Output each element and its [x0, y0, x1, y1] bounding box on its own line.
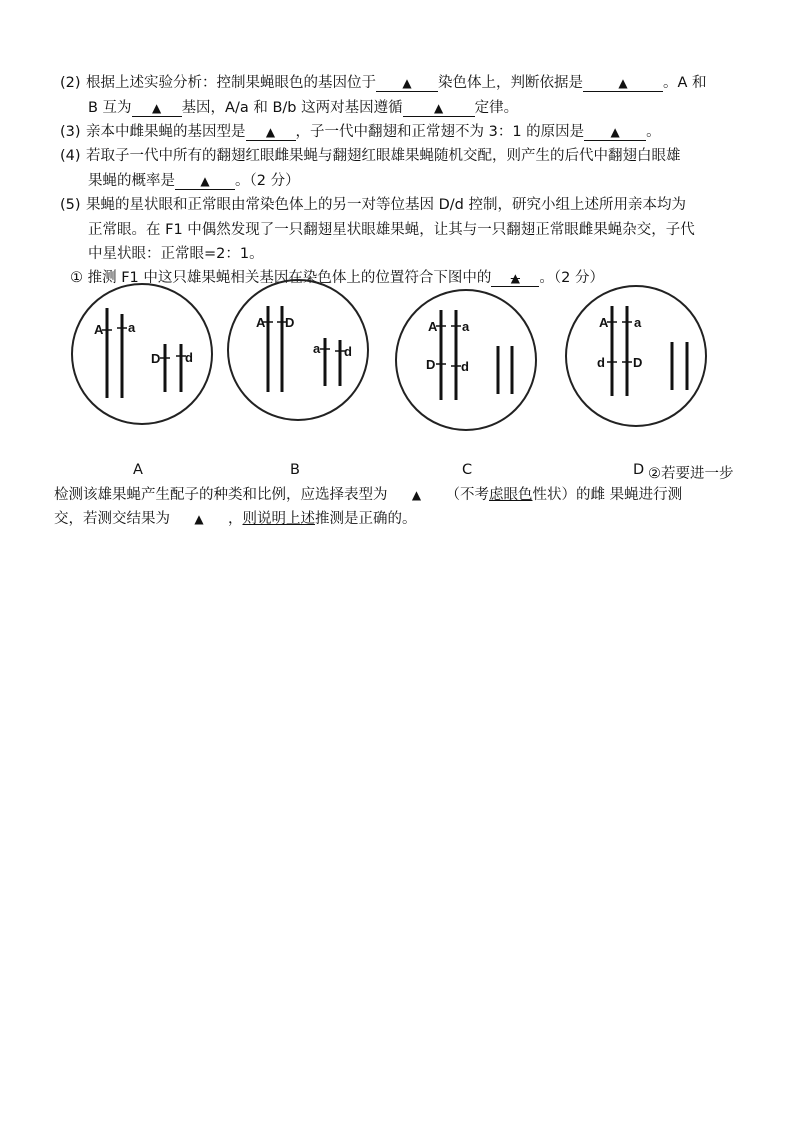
- q5-sub2-line2: [54, 508, 417, 530]
- q2-blank-2[interactable]: ▲: [583, 75, 663, 92]
- option-label-a: A: [133, 462, 143, 478]
- q5-sub2-text-8: 推测是正确的。: [315, 511, 417, 527]
- q4-text-1: 若取子一代中所有的翻翅红眼雌果蝇与翻翅红眼雄果蝇随机交配，则产生的后代中翻翅白眼雄: [86, 148, 681, 164]
- q5-sub1-points: 。（2 分）: [539, 270, 604, 286]
- q3-number: (3): [60, 124, 81, 140]
- q2-blank-1[interactable]: ▲: [376, 75, 438, 92]
- gene-label-a: a: [128, 320, 136, 335]
- gene-label-A: A: [599, 315, 609, 330]
- q2-text-4: B 互为: [88, 100, 132, 116]
- gene-label-A: A: [94, 322, 104, 337]
- q5-sub2-text-6: ，: [228, 511, 243, 527]
- gene-label-d: d: [344, 344, 352, 359]
- gene-label-a: a: [634, 315, 642, 330]
- q3-text-2: ，子一代中翻翅和正常翅不为 3：1 的原因是: [295, 124, 585, 140]
- q2-number: (2): [60, 75, 81, 91]
- gene-label-D: D: [633, 355, 643, 370]
- q2-text-2: 染色体上，判断依据是: [438, 75, 583, 91]
- q2-text-6: 定律。: [474, 100, 519, 116]
- figure-option-b: [228, 280, 368, 420]
- q5-sub2-text-7: 则说明上述: [242, 511, 315, 527]
- gene-label-D: D: [426, 357, 436, 372]
- chromosome-figures: [0, 0, 800, 460]
- gene-label-d: d: [461, 359, 469, 374]
- q5-text-3: 中星状眼：正常眼=2：1。: [88, 246, 264, 262]
- option-label-b: B: [290, 462, 300, 478]
- gene-label-d: d: [185, 350, 193, 365]
- q5-sub2-text-2: （不考: [445, 487, 489, 503]
- q5-text-2: 正常眼。在 F1 中偶然发现了一只翻翅星状眼雄果蝇，让其与一只翻翅正常眼雌果蝇杂交，子代: [88, 222, 695, 238]
- q4-text-3: 。（2 分）: [235, 173, 300, 189]
- q5-sub2-blank-1[interactable]: ▲: [411, 488, 422, 502]
- q5-sub2-text-3: 虑眼色: [489, 487, 533, 503]
- q2-text-3: 。A 和: [663, 75, 707, 91]
- q5-number: (5): [60, 197, 81, 213]
- q5-sub1-text: ① 推测 F1 中这只雄果蝇相关基因在染色体上的位置符合下图中的: [70, 270, 492, 286]
- q5-text-1: 果蝇的星状眼和正常眼由常染色体上的另一对等位基因 D/d 控制，研究小组上述所用亲本均为: [86, 197, 686, 213]
- q5-sub2-text-5: 交，若测交结果为: [54, 511, 170, 527]
- figure-option-d: [566, 286, 706, 426]
- gene-label-A: A: [256, 315, 266, 330]
- option-label-d: D: [633, 462, 645, 478]
- gene-label-d: d: [597, 355, 605, 370]
- option-label-c: C: [462, 462, 473, 478]
- gene-label-D: D: [285, 315, 295, 330]
- q5-sub2-start: ②若要进一步: [648, 466, 734, 482]
- q4-number: (4): [60, 148, 81, 164]
- gene-label-a: a: [313, 341, 321, 356]
- q4-text-2: 果蝇的概率是: [88, 173, 175, 189]
- q4-blank-1[interactable]: ▲: [175, 173, 235, 190]
- q5-sub1-blank[interactable]: ▲: [491, 270, 539, 287]
- q2-text-1: 根据上述实验分析：控制果蝇眼色的基因位于: [86, 75, 376, 91]
- q2-blank-3[interactable]: ▲: [132, 100, 182, 117]
- gene-label-D: D: [151, 351, 161, 366]
- q2-blank-4[interactable]: ▲: [403, 100, 475, 117]
- q5-sub2-blank-2[interactable]: ▲: [194, 512, 204, 526]
- q5-sub2-line1: [54, 484, 682, 506]
- q3-text-3: 。: [646, 124, 661, 140]
- figure-option-a: [72, 284, 212, 424]
- q5-sub2-text-4: 性状）的雌 果蝇进行测: [532, 487, 683, 503]
- q3-blank-1[interactable]: ▲: [246, 124, 296, 141]
- q2-text-5: 基因，A/a 和 B/b 这两对基因遵循: [181, 100, 403, 116]
- figure-option-c: [396, 290, 536, 430]
- q3-blank-2[interactable]: ▲: [584, 124, 646, 141]
- q3-text-1: 亲本中雌果蝇的基因型是: [86, 124, 246, 140]
- q5-sub2-text-1: 检测该雄果蝇产生配子的种类和比例，应选择表型为: [54, 487, 388, 503]
- gene-label-a: a: [462, 319, 470, 334]
- gene-label-A: A: [428, 319, 438, 334]
